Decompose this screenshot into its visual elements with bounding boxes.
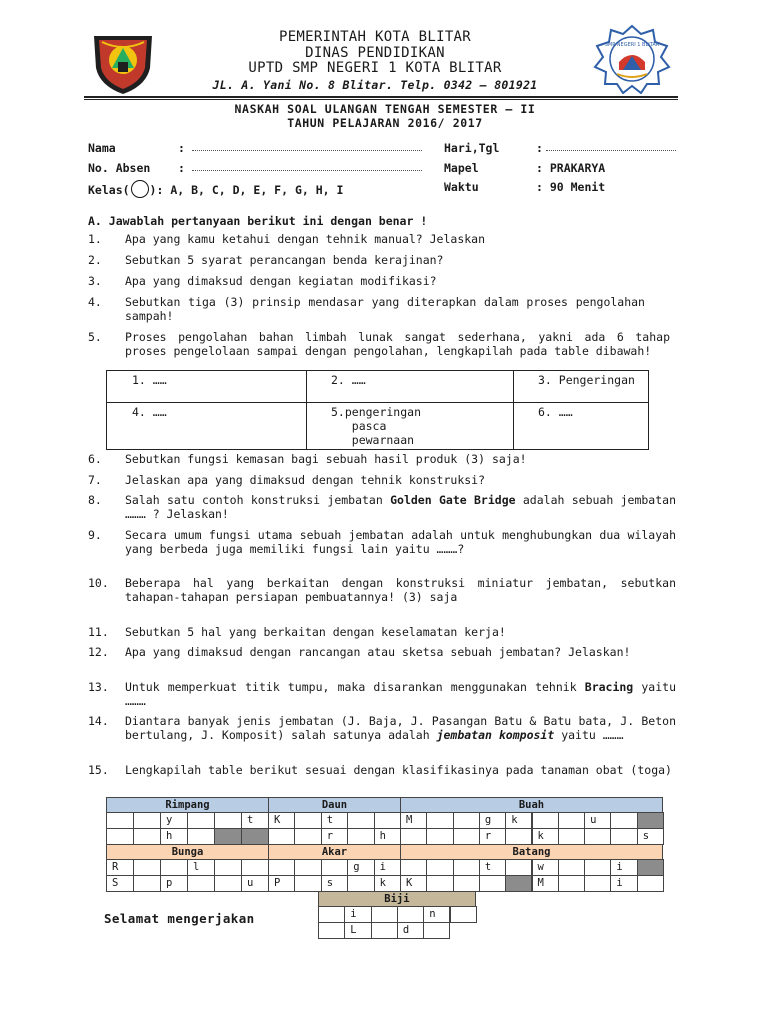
process-cell-1[interactable]: 1. ……: [107, 371, 307, 403]
exam-year: TAHUN PELAJARAN 2016/ 2017: [287, 116, 483, 130]
question-number: 15.: [88, 763, 109, 777]
biji-cell: i: [344, 906, 371, 923]
question-text: Salah satu contoh konstruksi jembatan Golden Gate Bridge adalah sebuah jembatan ……… ? Jelaskan!: [125, 493, 676, 521]
question-text: Sebutkan 5 hal yang berkaitan dengan keselamatan kerja!: [125, 625, 506, 639]
daun-cell[interactable]: [268, 828, 295, 845]
daun-cell[interactable]: [347, 828, 374, 845]
batang-cell: M: [532, 875, 559, 892]
biji-cell: d: [397, 922, 424, 939]
header-address: JL. A. Yani No. 8 Blitar. Telp. 0342 – 801921: [212, 78, 538, 92]
biji-cell[interactable]: [371, 922, 398, 939]
komposit-bold-italic: jembatan komposit: [436, 728, 555, 742]
absen-label: No. Absen: [88, 161, 151, 175]
hari-label: Hari,Tgl: [444, 141, 500, 155]
process-cell-3: 3. Pengeringan: [514, 371, 649, 403]
akar-cell[interactable]: [294, 859, 321, 876]
question-text: Proses pengolahan bahan limbah lunak sangat sederhana, yakni ada 6 tahap proses pengelolaan sampai dengan pengolahan, lengkapilah pada table dibawah!: [125, 330, 670, 358]
daun-cell: h: [374, 828, 401, 845]
batang-cell: w: [532, 859, 559, 876]
akar-cell: k: [374, 875, 401, 892]
bracing-bold: Bracing: [584, 680, 634, 694]
question-number: 1.: [88, 232, 102, 246]
buah-cell[interactable]: [532, 812, 559, 829]
buah-cell: s: [637, 828, 664, 845]
buah-cell: r: [479, 828, 506, 845]
batang-cell[interactable]: [637, 875, 664, 892]
question-number: 11.: [88, 625, 109, 639]
process-table: [106, 370, 649, 450]
kelas-options: ): A, B, C, D, E, F, G, H, I: [149, 183, 344, 197]
batang-cell[interactable]: [400, 859, 427, 876]
bunga-cell[interactable]: [133, 859, 161, 876]
header-bunga: Bunga: [106, 844, 269, 860]
question-text: Apa yang dimaksud dengan kegiatan modifikasi?: [125, 274, 437, 288]
question-text: Apa yang dimaksud dengan rancangan atau sketsa sebuah jembatan? Jelaskan!: [125, 645, 631, 659]
question-number: 10.: [88, 576, 109, 590]
nama-label: Nama: [88, 141, 116, 155]
header-school: UPTD SMP NEGERI 1 KOTA BLITAR: [248, 60, 502, 76]
question-text: Sebutkan fungsi kemasan bagi sebuah hasil produk (3) saja!: [125, 452, 527, 466]
batang-cell: [637, 859, 664, 876]
bunga-cell: R: [106, 859, 134, 876]
akar-cell: P: [268, 875, 295, 892]
batang-cell: t: [479, 859, 506, 876]
biji-cell[interactable]: [318, 906, 345, 923]
question-text: Diantara banyak jenis jembatan (J. Baja, J. Pasangan Batu & Batu bata, J. Beton bertulang, J. Komposit) salah satunya adalah jembatan komposit yaitu ………: [125, 714, 676, 742]
process-cell-5: 5.pengeringan pasca pewarnaan: [307, 403, 514, 450]
biji-cell[interactable]: [318, 922, 345, 939]
batang-cell[interactable]: [426, 875, 453, 892]
rimpang-cell: y: [160, 812, 188, 829]
question-number: 8.: [88, 493, 102, 507]
question-text: Untuk memperkuat titik tumpu, maka disarankan menggunakan tehnik Bracing yaitu ………: [125, 680, 676, 708]
header-biji: Biji: [318, 891, 476, 907]
rimpang-cell[interactable]: [106, 828, 134, 845]
kelas-circle-mark[interactable]: [131, 180, 149, 198]
daun-cell: K: [268, 812, 295, 829]
question-number: 14.: [88, 714, 109, 728]
header-government: PEMERINTAH KOTA BLITAR: [278, 29, 472, 45]
question-text: Secara umum fungsi utama sebuah jembatan adalah untuk menghubungkan dua wilayah yang berbeda juga memiliki fungsi lain yaitu ………?: [125, 528, 676, 556]
buah-cell[interactable]: [584, 828, 611, 845]
bunga-cell: l: [187, 859, 215, 876]
kelas-label: Kelas(: [88, 183, 130, 197]
header-daun: Daun: [268, 797, 401, 813]
bunga-cell[interactable]: [133, 875, 161, 892]
buah-cell[interactable]: [453, 828, 480, 845]
buah-cell[interactable]: [426, 828, 453, 845]
buah-cell[interactable]: [610, 812, 637, 829]
process-cell-4[interactable]: 4. ……: [107, 403, 307, 450]
biji-cell: L: [344, 922, 371, 939]
bunga-cell: u: [241, 875, 269, 892]
buah-cell[interactable]: [558, 812, 585, 829]
rimpang-cell[interactable]: [133, 828, 161, 845]
akar-cell: s: [321, 875, 348, 892]
header-department: DINAS PENDIDIKAN: [305, 45, 445, 61]
bunga-cell[interactable]: [214, 875, 242, 892]
question-text: Apa yang kamu ketahui dengan tehnik manual? Jelaskan: [125, 232, 486, 246]
buah-cell: u: [584, 812, 611, 829]
waktu-label: Waktu: [444, 180, 479, 194]
bunga-cell: p: [160, 875, 188, 892]
header-batang: Batang: [400, 844, 663, 860]
header-rule-thick: [84, 96, 678, 98]
bunga-cell: S: [106, 875, 134, 892]
buah-cell: k: [505, 812, 532, 829]
batang-cell[interactable]: [584, 875, 611, 892]
batang-cell[interactable]: [479, 875, 506, 892]
daun-cell[interactable]: [374, 812, 401, 829]
question-number: 9.: [88, 528, 102, 542]
header-rimpang: Rimpang: [106, 797, 269, 813]
buah-cell[interactable]: [453, 812, 480, 829]
batang-cell[interactable]: [584, 859, 611, 876]
bunga-cell[interactable]: [214, 859, 242, 876]
rimpang-cell[interactable]: [133, 812, 161, 829]
bunga-cell[interactable]: [160, 859, 188, 876]
batang-cell[interactable]: [426, 859, 453, 876]
batang-cell[interactable]: [558, 875, 585, 892]
section-a-instruction: A. Jawablah pertanyaan berikut ini dengan benar !: [88, 214, 428, 228]
bunga-cell[interactable]: [241, 859, 269, 876]
daun-cell: r: [321, 828, 348, 845]
question-number: 4.: [88, 295, 102, 309]
header-akar: Akar: [268, 844, 401, 860]
batang-cell[interactable]: [558, 859, 585, 876]
buah-cell: M: [400, 812, 427, 829]
question-number: 7.: [88, 473, 102, 487]
buah-cell: [637, 812, 664, 829]
header-buah: Buah: [400, 797, 663, 813]
rimpang-cell: [214, 828, 242, 845]
header-rule-thin: [84, 99, 678, 100]
buah-cell[interactable]: [400, 828, 427, 845]
mapel-value: : PRAKARYA: [536, 161, 606, 175]
biji-cell[interactable]: [423, 922, 450, 939]
process-cell-6[interactable]: 6. ……: [514, 403, 649, 450]
batang-cell: i: [610, 859, 637, 876]
rimpang-cell: h: [160, 828, 188, 845]
question-text: Lengkapilah table berikut sesuai dengan klasifikasinya pada tanaman obat (toga): [125, 763, 672, 777]
batang-cell[interactable]: [453, 859, 480, 876]
akar-cell[interactable]: [268, 859, 295, 876]
biji-cell[interactable]: [397, 906, 424, 923]
buah-cell[interactable]: [610, 828, 637, 845]
absen-colon: :: [178, 161, 185, 175]
akar-cell[interactable]: [294, 875, 321, 892]
question-text: Beberapa hal yang berkaitan dengan konstruksi miniatur jembatan, sebutkan tahapan-tahapan persiapan pembuatannya! (3) saja: [125, 576, 676, 604]
school-logo: [591, 24, 673, 94]
question-number: 13.: [88, 680, 109, 694]
hari-field[interactable]: [546, 141, 676, 151]
daun-cell[interactable]: [347, 812, 374, 829]
school-logo-text: SMP NEGERI 1 BLITAR: [604, 42, 660, 48]
exam-title: NASKAH SOAL ULANGAN TENGAH SEMESTER – II: [234, 102, 536, 116]
batang-cell[interactable]: [453, 875, 480, 892]
akar-cell[interactable]: [321, 859, 348, 876]
question-text: Sebutkan 5 syarat perancangan benda kerajinan?: [125, 253, 444, 267]
daun-cell[interactable]: [294, 812, 321, 829]
batang-cell: [505, 875, 532, 892]
absen-field[interactable]: [192, 161, 422, 171]
question-text: Jelaskan apa yang dimaksud dengan tehnik konstruksi?: [125, 473, 486, 487]
bunga-cell[interactable]: [187, 875, 215, 892]
rimpang-cell[interactable]: [214, 812, 242, 829]
akar-cell[interactable]: [347, 875, 374, 892]
akar-cell: g: [347, 859, 374, 876]
batang-cell: i: [610, 875, 637, 892]
biji-cell[interactable]: [450, 906, 477, 923]
buah-cell: k: [532, 828, 559, 845]
golden-gate-bold: Golden Gate Bridge: [390, 493, 516, 507]
rimpang-cell[interactable]: [187, 828, 215, 845]
rimpang-cell: [241, 828, 269, 845]
buah-cell[interactable]: [505, 828, 532, 845]
batang-cell: K: [400, 875, 427, 892]
question-number: 2.: [88, 253, 102, 267]
waktu-value: : 90 Menit: [536, 180, 606, 194]
daun-cell[interactable]: [294, 828, 321, 845]
question-number: 3.: [88, 274, 102, 288]
kota-blitar-logo: [90, 28, 156, 96]
nama-colon: :: [178, 141, 185, 155]
kelas-row: [88, 180, 343, 198]
rimpang-cell[interactable]: [187, 812, 215, 829]
question-number: 12.: [88, 645, 109, 659]
closing-message: Selamat mengerjakan: [104, 911, 255, 926]
question-text: Sebutkan tiga (3) prinsip mendasar yang diterapkan dalam proses pengolahan sampah!: [125, 295, 645, 323]
nama-field[interactable]: [192, 141, 422, 151]
process-cell-2[interactable]: 2. ……: [307, 371, 514, 403]
biji-cell: n: [423, 906, 450, 923]
rimpang-cell[interactable]: [106, 812, 134, 829]
hari-colon: :: [536, 141, 543, 155]
buah-cell: g: [479, 812, 506, 829]
biji-cell[interactable]: [371, 906, 398, 923]
question-number: 5.: [88, 330, 102, 344]
question-number: 6.: [88, 452, 102, 466]
buah-cell[interactable]: [426, 812, 453, 829]
buah-cell[interactable]: [558, 828, 585, 845]
mapel-label: Mapel: [444, 161, 479, 175]
rimpang-cell: t: [241, 812, 269, 829]
batang-cell[interactable]: [505, 859, 532, 876]
akar-cell: i: [374, 859, 401, 876]
daun-cell: t: [321, 812, 348, 829]
